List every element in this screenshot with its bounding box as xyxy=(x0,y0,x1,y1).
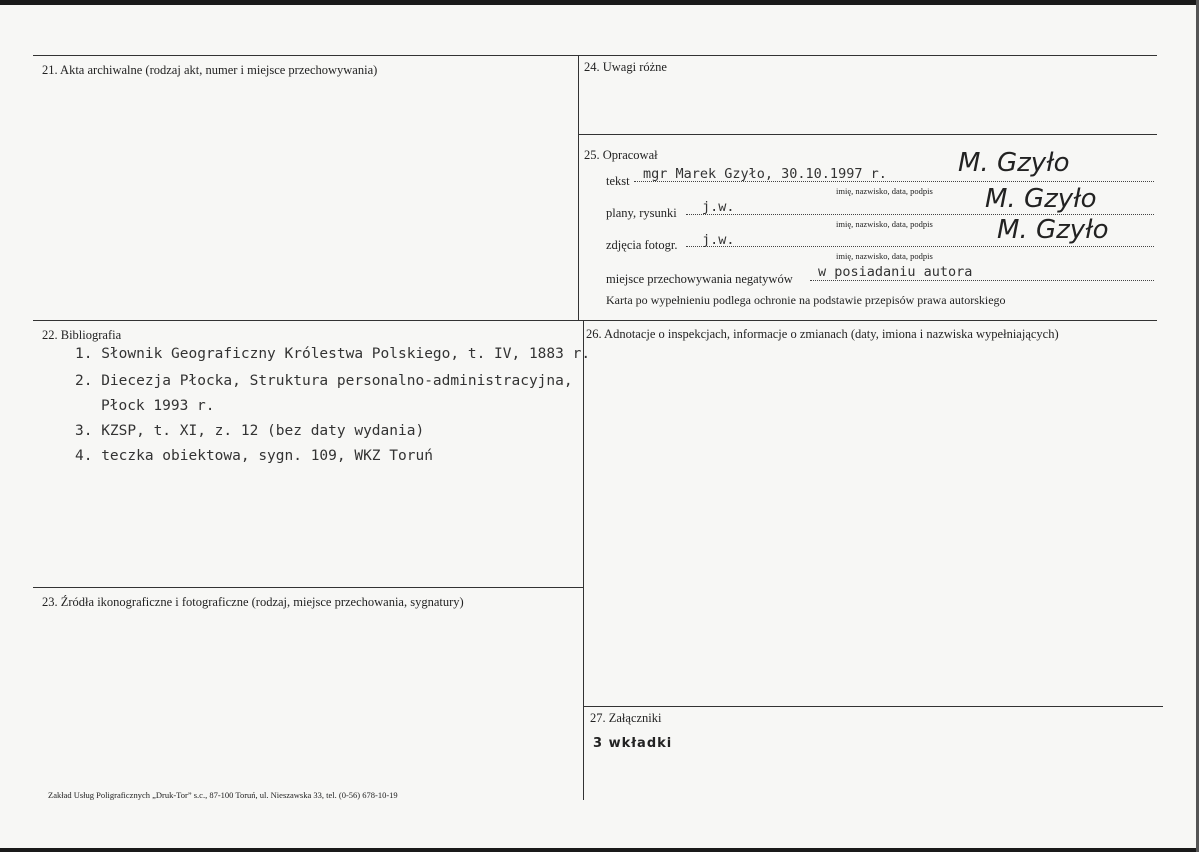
divider-22-23 xyxy=(33,587,583,588)
section-27-title: 27. Załączniki xyxy=(590,711,662,725)
divider-26-27 xyxy=(583,706,1163,707)
divider-24-25 xyxy=(578,134,1157,135)
negatywy-dotline xyxy=(810,280,1154,281)
plany-value: j.w. xyxy=(702,199,735,215)
divider-top xyxy=(33,55,1157,56)
section-26-title: 26. Adnotacje o inspekcjach, informacje o zmianach (daty, imiona i nazwiska wypełniających) xyxy=(586,327,1059,341)
divider-21-22 xyxy=(33,320,1157,321)
signature-plany: M. Gzyło xyxy=(985,184,1097,214)
attachments-value: 3 wkładki xyxy=(593,736,673,751)
section-24-title: 24. Uwagi różne xyxy=(584,60,667,74)
divider-center xyxy=(578,55,579,320)
zdjecia-hint: imię, nazwisko, data, podpis xyxy=(836,251,933,261)
bibliography-item: 4. teczka obiektowa, sygn. 109, WKZ Toruń xyxy=(75,448,433,464)
bibliography-item: 2. Diecezja Płocka, Struktura personalno-administracyjna, xyxy=(75,373,573,389)
copyright-note: Karta po wypełnieniu podlega ochronie na podstawie przepisów prawa autorskiego xyxy=(606,293,1006,307)
section-21-title: 21. Akta archiwalne (rodzaj akt, numer i miejsce przechowywania) xyxy=(42,63,378,77)
zdjecia-dotline xyxy=(686,246,1154,247)
printer-footer: Zakład Usług Poligraficznych „Druk-Tor” s.c., 87-100 Toruń, ul. Nieszawska 33, tel. (0-56) 678-10-19 xyxy=(48,790,398,800)
bibliography-item: Płock 1993 r. xyxy=(101,398,215,414)
divider-center-lower xyxy=(583,320,584,800)
bibliography-item: 3. KZSP, t. XI, z. 12 (bez daty wydania) xyxy=(75,423,425,439)
section-25-title: 25. Opracował xyxy=(584,148,658,162)
signature-tekst: M. Gzyło xyxy=(958,148,1070,178)
plany-label: plany, rysunki xyxy=(606,206,677,220)
signature-zdjecia: M. Gzyło xyxy=(997,215,1109,245)
zdjecia-label: zdjęcia fotogr. xyxy=(606,238,678,252)
zdjecia-value: j.w. xyxy=(702,232,735,248)
tekst-value: mgr Marek Gzyło, 30.10.1997 r. xyxy=(643,166,887,182)
tekst-hint: imię, nazwisko, data, podpis xyxy=(836,186,933,196)
tekst-dotline xyxy=(634,181,1154,182)
section-22-title: 22. Bibliografia xyxy=(42,328,122,342)
scan-bottom-edge xyxy=(0,848,1199,852)
scan-top-edge xyxy=(0,0,1199,5)
plany-hint: imię, nazwisko, data, podpis xyxy=(836,219,933,229)
bibliography-item: 1. Słownik Geograficzny Królestwa Polskiego, t. IV, 1883 r. xyxy=(75,346,591,362)
negatywy-value: w posiadaniu autora xyxy=(818,264,973,280)
tekst-label: tekst xyxy=(606,174,630,188)
negatywy-label: miejsce przechowywania negatywów xyxy=(606,272,793,286)
section-23-title: 23. Źródła ikonograficzne i fotograficzne (rodzaj, miejsce przechowania, sygnatury) xyxy=(42,595,464,609)
